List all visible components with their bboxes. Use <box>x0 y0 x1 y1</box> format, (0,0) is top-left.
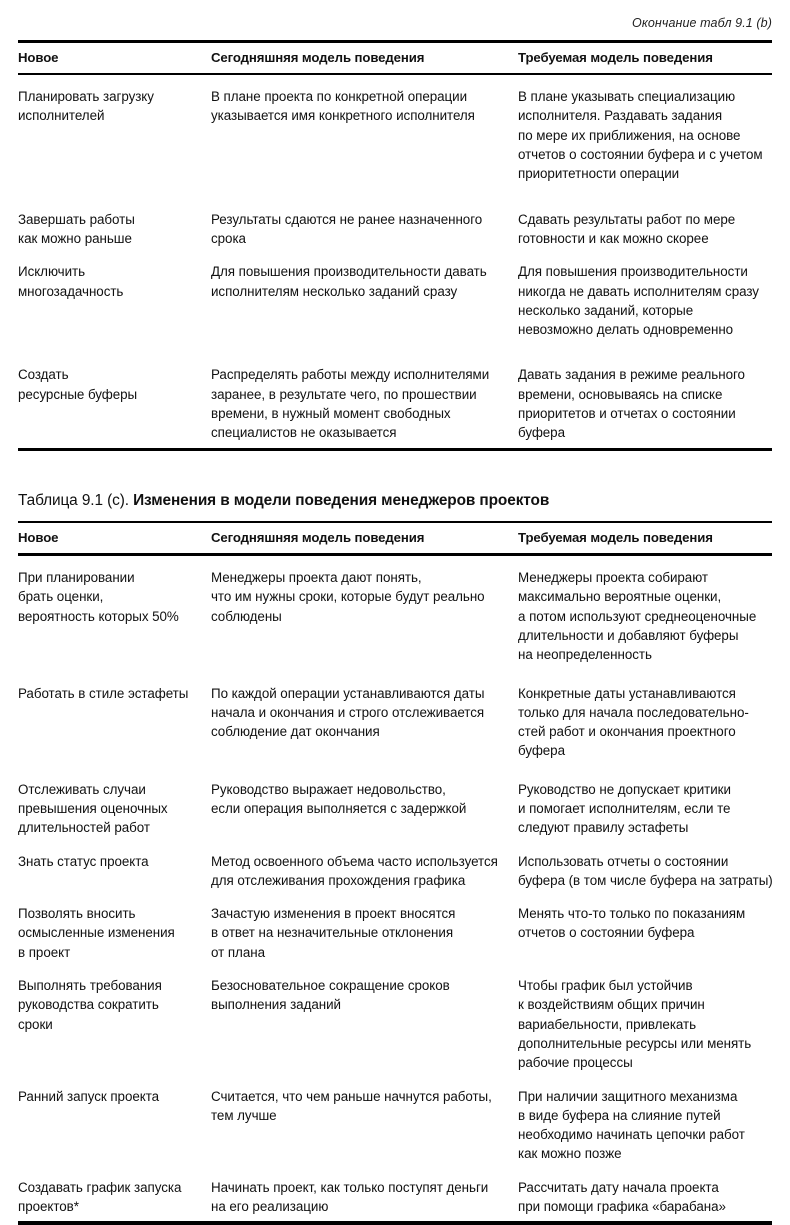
table-1-r2-c2: Для повышения производительности никогда не давать исполнителям сразу несколько заданий, которые невозможно делать одновременно <box>518 264 759 338</box>
table-1-r1-c1: Результаты сдаются не ранее назначенного срока <box>211 211 483 246</box>
table-row <box>18 843 772 896</box>
table-row <box>18 75 772 200</box>
table-row <box>18 967 772 1077</box>
table-1-r3-c0: Создать ресурсные буферы <box>18 367 138 402</box>
table-1-header-row <box>18 43 772 73</box>
table-row <box>18 1078 772 1169</box>
table-2-r2-c0: Отслеживать случаи превышения оценочных длительностей работ <box>18 781 168 836</box>
table-1-r0-c2: В плане указывать специализацию исполнителя. Раздавать задания по мере их приближения, на основе отчетов о состоянии буфера и с учетом приоритетности операции <box>518 89 763 182</box>
table-2-r0-c2: Менеджеры проекта собирают максимально вероятные оценки, а потом используют среднеоценочные длительности и добавляют буферы на неопределенность <box>518 570 757 663</box>
table-2-r0-c0: При планировании брать оценки, вероятность которых 50% <box>18 570 179 624</box>
table-2-r6-c1: Считается, что чем раньше начнутся работы, тем лучше <box>211 1088 492 1123</box>
table-2-caption-text: Изменения в модели поведения менеджеров проектов <box>133 491 550 509</box>
table-row <box>18 201 772 254</box>
table-1-body <box>18 75 772 447</box>
table-1-col-header-2: Сегодняшняя модель поведения <box>211 49 425 65</box>
table-2-bottom-rule <box>18 1221 772 1224</box>
table-row <box>18 356 772 447</box>
table-row <box>18 1169 772 1222</box>
table-2-r2-c1: Руководство выражает недовольство, если операция выполняется с задержкой <box>211 781 467 816</box>
table-1-r0-c0: Планировать загрузку исполнителей <box>18 89 154 124</box>
table-2-r1-c0: Работать в стиле эстафеты <box>18 685 189 701</box>
table-2-r5-c0: Выполнять требования руководства сократить сроки <box>18 978 162 1032</box>
table-2-r6-c0: Ранний запуск проекта <box>18 1088 160 1104</box>
table-2-r3-c2: Использовать отчеты о состоянии буфера (в том числе буфера на затраты) <box>518 853 773 888</box>
table-1-r3-c1: Распределять работы между исполнителями заранее, в результате чего, по прошествии времени, в нужный момент свободных специалистов не оказывается <box>211 367 490 441</box>
table-1-col-header-1: Новое <box>18 49 59 65</box>
table-2-r4-c1: Зачастую изменения в проект вносятся в ответ на незначительные отклонения от плана <box>211 906 456 960</box>
table-1-r3-c2: Давать задания в режиме реального времени, основываясь на списке приоритетов и отчетах о состоянии буфера <box>518 367 745 441</box>
table-2-r7-c2: Рассчитать дату начала проекта при помощи графика «барабана» <box>518 1179 726 1215</box>
table-2-r4-c0: Позволять вносить осмысленные изменения в проект <box>18 906 175 960</box>
table-2-caption-number: Таблица 9.1 (c). <box>18 491 134 509</box>
table-2-r7-c0: Создавать график запуска проектов* <box>18 1179 182 1215</box>
table-1-r2-c0: Исключить многозадачность <box>18 264 124 299</box>
table-2-r2-c2: Руководство не допускает критики и помогает исполнителям, если те следуют правилу эстафеты <box>518 781 731 836</box>
table-row <box>18 253 772 356</box>
table-2-r6-c2: При наличии защитного механизма в виде буфера на слияние путей необходимо начинать цепочки работ как можно позже <box>518 1088 745 1162</box>
table-2-r1-c1: По каждой операции устанавливаются даты начала и окончания и строго отслеживается соблюдение дат окончания <box>211 685 485 740</box>
table-1-col-header-3: Требуемая модель поведения <box>518 49 713 65</box>
table-row <box>18 675 772 771</box>
table-2-r0-c1: Менеджеры проекта дают понять, что им нужны сроки, которые будут реально соблюдены <box>211 570 485 624</box>
table-1-r1-c2: Сдавать результаты работ по мере готовности и как можно скорее <box>518 211 736 246</box>
table-row <box>18 556 772 674</box>
table-2-r1-c2: Конкретные даты устанавливаются только для начала последовательно- стей работ и окончания проектного буфера <box>518 685 749 759</box>
table-2-body <box>18 556 772 1221</box>
table-2-r7-c1: Начинать проект, как только поступят деньги на его реализацию <box>211 1179 489 1215</box>
table-2-r5-c2: Чтобы график был устойчив к воздействиям общих причин вариабельности, привлекать дополнительные ресурсы или менять рабочие процессы <box>518 978 752 1071</box>
table-2-r3-c1: Метод освоенного объема часто используется для отслеживания прохождения графика <box>211 853 498 888</box>
table-row <box>18 771 772 843</box>
table-2-r3-c0: Знать статус проекта <box>18 853 149 869</box>
table-2-col-header-3: Требуемая модель поведения <box>518 530 713 546</box>
table-1-r1-c0: Завершать работы как можно раньше <box>18 211 135 246</box>
table-9-1-b-continued <box>18 43 772 73</box>
table-2-col-header-1: Новое <box>18 530 59 546</box>
table-row <box>18 895 772 967</box>
running-head: Окончание табл 9.1 (b) <box>632 16 772 30</box>
table-1-r2-c1: Для повышения производительности давать исполнителям несколько заданий сразу <box>211 264 487 299</box>
table-2-r4-c2: Менять что-то только по показаниям отчетов о состоянии буфера <box>518 906 746 941</box>
table-2-col-header-2: Сегодняшняя модель поведения <box>211 530 425 546</box>
table-1-r0-c1: В плане проекта по конкретной операции указывается имя конкретного исполнителя <box>211 89 475 124</box>
table-2-caption <box>18 451 772 511</box>
table-9-1-c <box>18 523 772 553</box>
table-2-header-row <box>18 523 772 553</box>
table-2-r5-c1: Безосновательное сокращение сроков выполнения заданий <box>211 978 450 1013</box>
